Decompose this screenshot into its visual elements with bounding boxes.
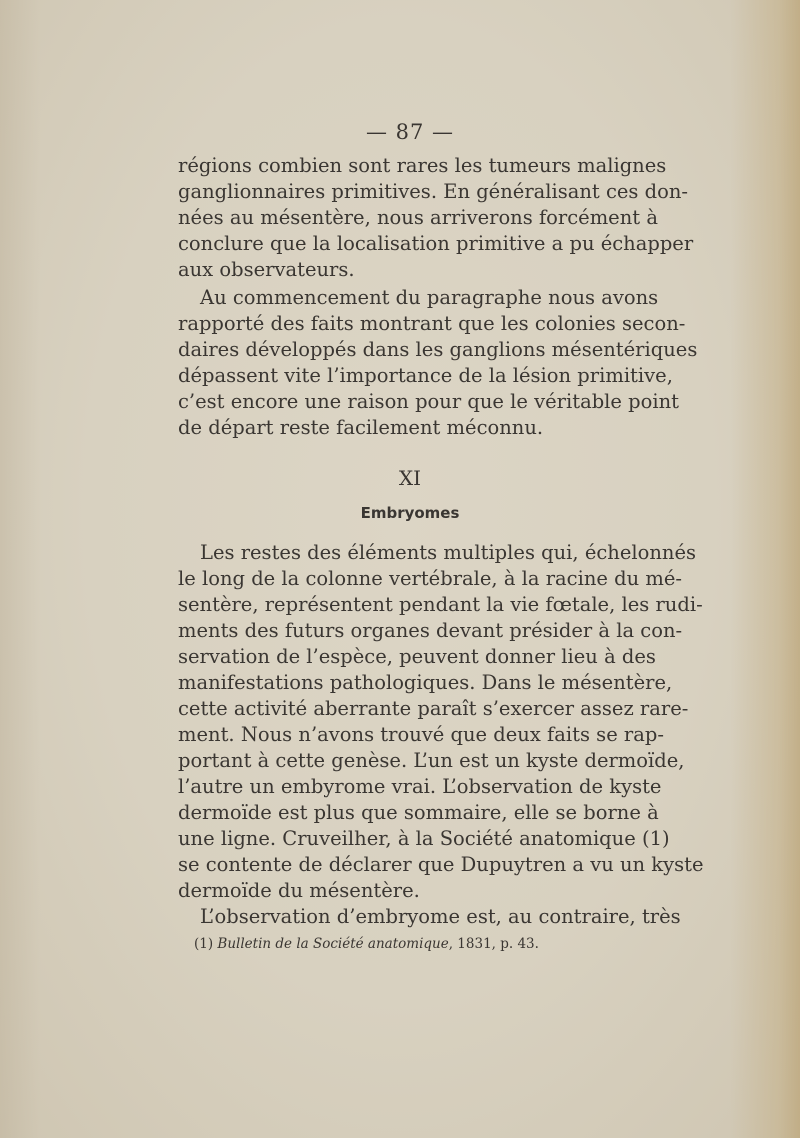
text-line: dermoïde du mésentère. bbox=[178, 879, 420, 902]
text-line: aux observateurs. bbox=[178, 258, 355, 281]
text-line: dépassent vite l’importance de la lésion primitive, bbox=[178, 364, 673, 387]
page-right-stain bbox=[730, 0, 800, 1138]
text-line: sentère, représentent pendant la vie fœtale, les rudi- bbox=[178, 593, 703, 616]
text-line: servation de l’espèce, peuvent donner lieu à des bbox=[178, 645, 656, 668]
text-line: conclure que la localisation primitive a pu échapper bbox=[178, 232, 694, 255]
text-line: une ligne. Cruveilher, à la Société anatomique (1) bbox=[178, 827, 670, 850]
text-line: régions combien sont rares les tumeurs malignes bbox=[178, 154, 667, 177]
text-line: ments des futurs organes devant présider à la con- bbox=[178, 619, 683, 642]
text-line: de départ reste facilement méconnu. bbox=[178, 416, 544, 439]
text-line: le long de la colonne vertébrale, à la racine du mé- bbox=[178, 567, 682, 590]
text-line: dermoïde est plus que sommaire, elle se borne à bbox=[178, 801, 659, 824]
text-line: Au commencement du paragraphe nous avons bbox=[200, 286, 659, 309]
text-line: L’observation d’embryome est, au contraire, très bbox=[200, 905, 681, 928]
text-line: se contente de déclarer que Dupuytren a vu un kyste bbox=[178, 853, 704, 876]
footnote bbox=[194, 936, 539, 952]
text-line: ment. Nous n’avons trouvé que deux faits se rap- bbox=[178, 723, 664, 746]
footnote-source-title: Bulletin de la Société anatomique bbox=[217, 936, 449, 952]
page-number: — 87 — bbox=[365, 120, 455, 144]
text-line: portant à cette genèse. L’un est un kyste dermoïde, bbox=[178, 749, 685, 772]
text-line: l’autre un embyrome vrai. L’observation de kyste bbox=[178, 775, 662, 798]
text-line: manifestations pathologiques. Dans le mésentère, bbox=[178, 671, 673, 694]
footnote-source-details: , 1831, p. 43. bbox=[448, 936, 539, 952]
section-number: XI bbox=[398, 466, 422, 490]
text-line: nées au mésentère, nous arriverons forcément à bbox=[178, 206, 658, 229]
text-line: ganglionnaires primitives. En généralisant ces don- bbox=[178, 180, 689, 203]
page-left-shadow bbox=[0, 0, 40, 1138]
section-title: Embryomes bbox=[360, 504, 460, 522]
text-line: rapporté des faits montrant que les colonies secon- bbox=[178, 312, 686, 335]
footnote-marker: (1) bbox=[194, 936, 214, 952]
text-line: daires développés dans les ganglions mésentériques bbox=[178, 338, 698, 361]
text-line: cette activité aberrante paraît s’exercer assez rare- bbox=[178, 697, 689, 720]
text-line: Les restes des éléments multiples qui, échelonnés bbox=[200, 541, 697, 564]
text-line: c’est encore une raison pour que le véritable point bbox=[178, 390, 680, 413]
